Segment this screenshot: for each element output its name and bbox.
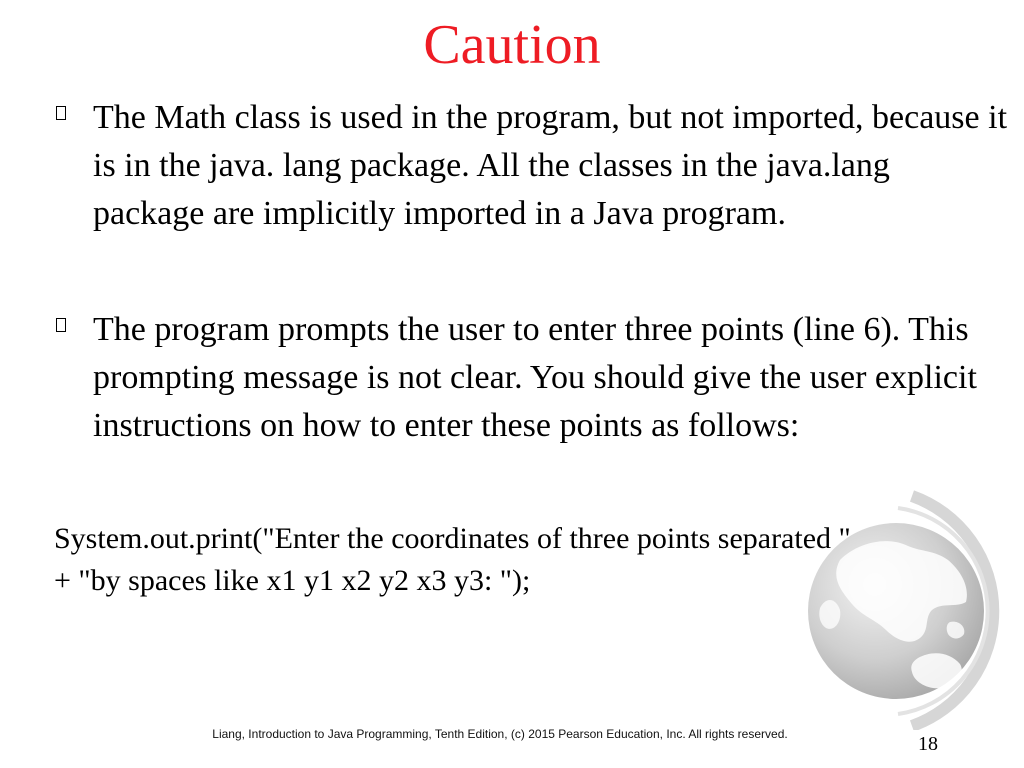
bullet-marker-icon — [56, 106, 66, 120]
footer-copyright: Liang, Introduction to Java Programming, Tenth Edition, (c) 2015 Pearson Education, Inc. All rights reserved. — [212, 727, 788, 741]
bullet-marker-icon — [56, 318, 66, 332]
page-number: 18 — [918, 733, 938, 755]
bullet-text: The Math class is used in the program, but not imported, because it is in the java. lang package. All the classes in the java.lang package are implicitly imported in a Java program. — [93, 99, 1008, 232]
code-snippet: System.out.print("Enter the coordinates of three points separated " + "by spaces like x1 y1 x2 y2 x3 y3: "); — [54, 522, 851, 597]
bullet-text: The program prompts the user to enter three points (line 6). This prompting message is not clear. You should give the user explicit instructions on how to enter these points as follows: — [93, 311, 977, 444]
slide-title: Caution — [423, 14, 601, 76]
